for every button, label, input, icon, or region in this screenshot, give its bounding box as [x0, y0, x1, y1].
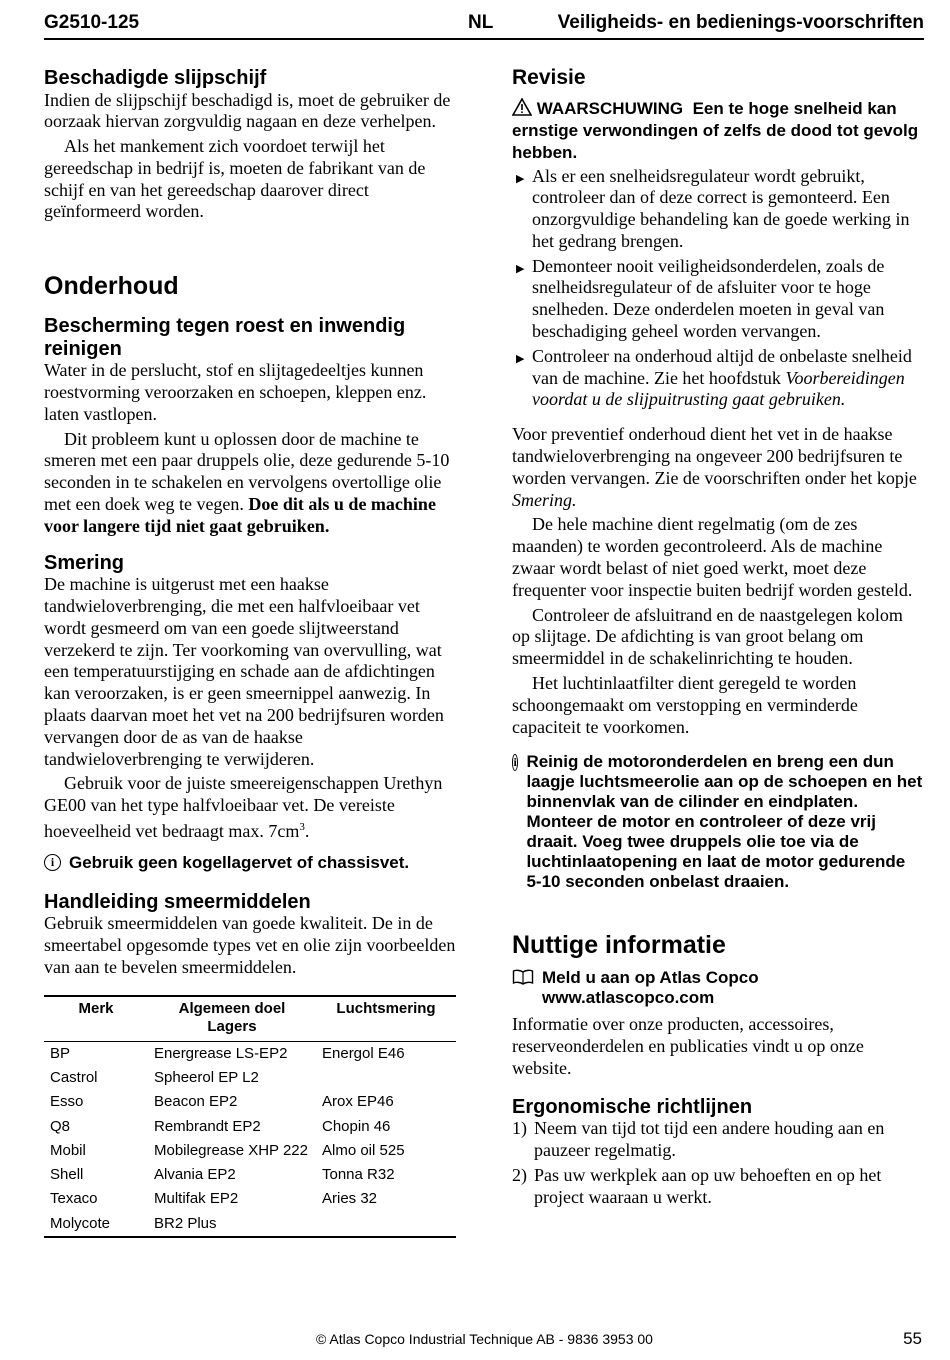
- table-row: [44, 1139, 456, 1163]
- bullet-text: Demonteer nooit veiligheidsonderdelen, zoals de snelheidsregulateur of de afsluiter voor te hoge snelheden. Deze onderdelen moeten in geval van beschadiging geheel worden vervangen.: [532, 255, 885, 342]
- list-item-number: 2): [512, 1164, 527, 1185]
- preventive-paragraph-2: De hele machine dient regelmatig (om de zes maanden) te worden gecontroleerd. Als de machine zwaar wordt belast of niet goed werkt, moet deze frequenter voor inspectie buiten bedrijf worden gesteld.: [512, 514, 913, 600]
- copyright: © Atlas Copco Industrial Technique AB - 9836 3953 00: [316, 1331, 653, 1347]
- bullet-triangle-icon: ▶: [516, 172, 525, 185]
- warning-text: Een te hoge snelheid kan ernstige verwondingen of zelfs de dood tot gevolg hebben.: [512, 98, 919, 162]
- motor-note-text: [526, 752, 924, 892]
- damaged-wheel-paragraph-1: Indien de slijpschijf beschadigd is, moet de gebruiker de oorzaak hiervan zorgvuldig nagaan en deze verhelpen.: [44, 89, 451, 132]
- motor-note: [512, 752, 924, 892]
- info-paragraph: Informatie over onze producten, accessoires, reserveonderdelen en publicaties vindt u op onze website.: [512, 1014, 864, 1079]
- lubricants-guide-heading: Handleiding smeermiddelen: [44, 890, 311, 913]
- motor-note-line-1: Reinig de motoronderdelen en breng een dun laagje luchtsmeerolie aan op de schoepen en het binnenvlak van de cilinder en eindplaten.: [526, 752, 923, 812]
- document-code: G2510-125: [44, 12, 140, 33]
- cell-general: Alvania EP2: [154, 1166, 236, 1184]
- cell-general: Mobilegrease XHP 222: [154, 1141, 308, 1159]
- maintenance-heading: Onderhoud: [44, 272, 179, 301]
- cell-brand: Molycote: [44, 1212, 148, 1237]
- cell-air: Chopin 46: [322, 1117, 391, 1135]
- left-column: [44, 64, 456, 1238]
- cell-general: Rembrandt EP2: [154, 1117, 261, 1135]
- table-header-row: [44, 996, 456, 1042]
- table-row: [44, 1163, 456, 1187]
- table-header-air: Luchtsmering: [316, 996, 456, 1042]
- preventive-paragraph-1-italic: Smering.: [512, 489, 577, 510]
- rust-paragraph-1: Water in de perslucht, stof en slijtagedeeltjes kunnen roestvorming veroorzaken en schoepen, kleppen enz. laten vastlopen.: [44, 360, 427, 424]
- cell-air: Aries 32: [322, 1190, 378, 1208]
- cell-brand: Castrol: [50, 1068, 98, 1086]
- rust-paragraph-2-text: Dit probleem kunt u oplossen door de machine te smeren met een paar druppels olie, deze gedurende 5-10 seconden in te schakelen en vervolgens overtollige olie met een doek weg te vegen.: [44, 428, 450, 515]
- list-item-text: Neem van tijd tot tijd een andere houding aan en pauzeer regelmatig.: [534, 1118, 885, 1161]
- info-circle-icon: i: [44, 854, 61, 871]
- lubricants-table: [44, 995, 456, 1238]
- warning-triangle-icon: [512, 99, 532, 118]
- cell-brand: BP: [50, 1044, 71, 1062]
- revision-bullets: [512, 166, 924, 412]
- table-row: [44, 1041, 456, 1066]
- superscript-3: 3: [299, 820, 305, 833]
- cell-general: Beacon EP2: [154, 1093, 238, 1111]
- motor-note-line-2: Monteer de motor en controleer of deze vrij draait. Voeg twee druppels olie toe via de luchtinlaatopening en laat de motor gedurende 5-10 seconden onbelast draaien.: [526, 812, 906, 892]
- preventive-paragraph-1: [512, 424, 924, 511]
- lubrication-note-text: Gebruik geen kogellagervet of chassisvet.: [69, 852, 410, 872]
- table-body: [44, 1041, 456, 1237]
- cell-brand: Texaco: [50, 1190, 98, 1208]
- info-circle-icon: i: [513, 755, 517, 770]
- lubrication-paragraph-1: De machine is uitgerust met een haakse tandwieloverbrenging, die met een halfvloeibaar vet wordt gesmeerd om van een goede slijtweerstand verzekerd te zijn. Ter voorkoming van overvulling, wat een temperatuurstijging en schade aan de afdichtingen kan veroorzaken, is er geen smeernippel aanwezig. In plaats daarvan moet het vet na 200 bedrijfsuren worden vervangen door de as van de haakse tandwieloverbrenging te verwijderen.: [44, 574, 444, 769]
- preventive-paragraph-1-text: Voor preventief onderhoud dient het vet in de haakse tandwieloverbrenging na ongeveer 200 bedrijfsuren te worden vervangen. Zie de voorschriften onder het kopje: [512, 424, 917, 488]
- lubrication-paragraph-2-end: .: [304, 820, 310, 841]
- ergonomics-heading: Ergonomische richtlijnen: [512, 1095, 753, 1118]
- list-item: [512, 1118, 924, 1162]
- cell-general: Energrease LS-EP2: [154, 1044, 288, 1062]
- table-row: [44, 1212, 456, 1237]
- list-item: [512, 1165, 924, 1209]
- cell-brand: Esso: [50, 1093, 84, 1111]
- rust-paragraph-2-bold: Doe dit als u de machine voor langere tijd niet gaat gebruiken.: [44, 494, 436, 536]
- damaged-wheel-heading: Beschadigde slijpschijf: [44, 67, 267, 89]
- preventive-paragraph-4: Het luchtinlaatfilter dient geregeld te worden schoongemaakt om verstopping en verminderde capaciteit te voorkomen.: [512, 673, 858, 737]
- lubrication-paragraph-2-text: Gebruik voor de juiste smeereigenschappen Urethyn GE00 van het type halfvloeibaar vet. De vereiste hoeveelheid vet bedraagt max. 7cm: [44, 773, 443, 841]
- list-item-text: Pas uw werkplek aan op uw behoeften en op het project waaraan u werkt.: [534, 1164, 882, 1207]
- list-item: [512, 256, 924, 343]
- language-code: NL: [468, 12, 494, 33]
- bullet-text: Als er een snelheidsregulateur wordt gebruikt, controleer dan of deze correct is gemonteerd. Een onzorgvuldige behandeling kan de goede werking in het gedrang brengen.: [532, 165, 910, 251]
- table-header-general: Algemeen doel Lagers: [148, 996, 316, 1042]
- page-header: [44, 10, 924, 40]
- register-link[interactable]: Meld u aan op Atlas Copco www.atlascopco.com: [542, 968, 759, 1008]
- table-row: [44, 1187, 456, 1211]
- cell-general: Multifak EP2: [154, 1190, 239, 1208]
- bullet-3-text: Controleer na onderhoud altijd de onbelaste snelheid van de machine. Zie het hoofdstuk: [532, 345, 912, 388]
- lubrication-note: [44, 853, 456, 873]
- table-row: [44, 1090, 456, 1114]
- cell-general: Spheerol EP L2: [154, 1068, 259, 1086]
- bullet-triangle-icon: ▶: [516, 262, 525, 275]
- revision-heading: Revisie: [512, 66, 586, 89]
- cell-air: Tonna R32: [322, 1166, 395, 1184]
- preventive-paragraph-3: Controleer de afsluitrand en de naastgelegen kolom op slijtage. De afdichting is van groot belang om smeermiddel in de schakelinrichting te houden.: [512, 604, 903, 669]
- header-title: Veiligheids- en bedienings-voorschriften: [557, 12, 924, 33]
- lubrication-paragraph-2: [44, 773, 456, 842]
- cell-air: Energol E46: [322, 1044, 405, 1062]
- lubricants-guide-paragraph: Gebruik smeermiddelen van goede kwaliteit. De in de smeertabel opgesomde types vet en olie zijn voorbeelden van aan te bevelen smeermiddelen.: [44, 913, 456, 977]
- cell-brand: Q8: [50, 1117, 71, 1135]
- cell-air: Arox EP46: [322, 1093, 394, 1111]
- book-icon: [512, 968, 534, 1008]
- table-row: [44, 1066, 456, 1090]
- right-column: [512, 64, 924, 1209]
- cell-air: [316, 1066, 456, 1090]
- ergonomics-list: [512, 1118, 924, 1208]
- cell-air: Almo oil 525: [322, 1141, 405, 1159]
- cell-brand: Mobil: [50, 1141, 86, 1159]
- bullet-text: [532, 346, 924, 411]
- page-number: 55: [903, 1329, 922, 1348]
- table-header-brand: Merk: [44, 996, 148, 1042]
- lubrication-heading: Smering: [44, 551, 125, 574]
- list-item: [512, 346, 924, 411]
- bullet-triangle-icon: ▶: [516, 352, 525, 365]
- rust-protection-heading: Bescherming tegen roest en inwendig reinigen: [44, 315, 406, 360]
- useful-info-heading: Nuttige informatie: [512, 931, 726, 960]
- cell-brand: Shell: [50, 1166, 84, 1184]
- damaged-wheel-paragraph-2: Als het mankement zich voordoet terwijl het gereedschap in bedrijf is, moeten de fabrikant van de schijf en van het gereedschap daarover direct geïnformeerd worden.: [44, 136, 426, 222]
- cell-air: [316, 1212, 456, 1237]
- warning-label: WAARSCHUWING: [536, 98, 684, 118]
- bullet-3-italic: Voorbereidingen voordat u de slijpuitrusting gaat gebruiken.: [532, 367, 905, 410]
- cell-general: BR2 Plus: [148, 1212, 316, 1237]
- list-item-number: 1): [512, 1118, 527, 1139]
- warning-block: [512, 98, 924, 164]
- table-row: [44, 1115, 456, 1139]
- list-item: [512, 166, 924, 253]
- rust-paragraph-2: [44, 429, 456, 538]
- register-block: [512, 968, 924, 1008]
